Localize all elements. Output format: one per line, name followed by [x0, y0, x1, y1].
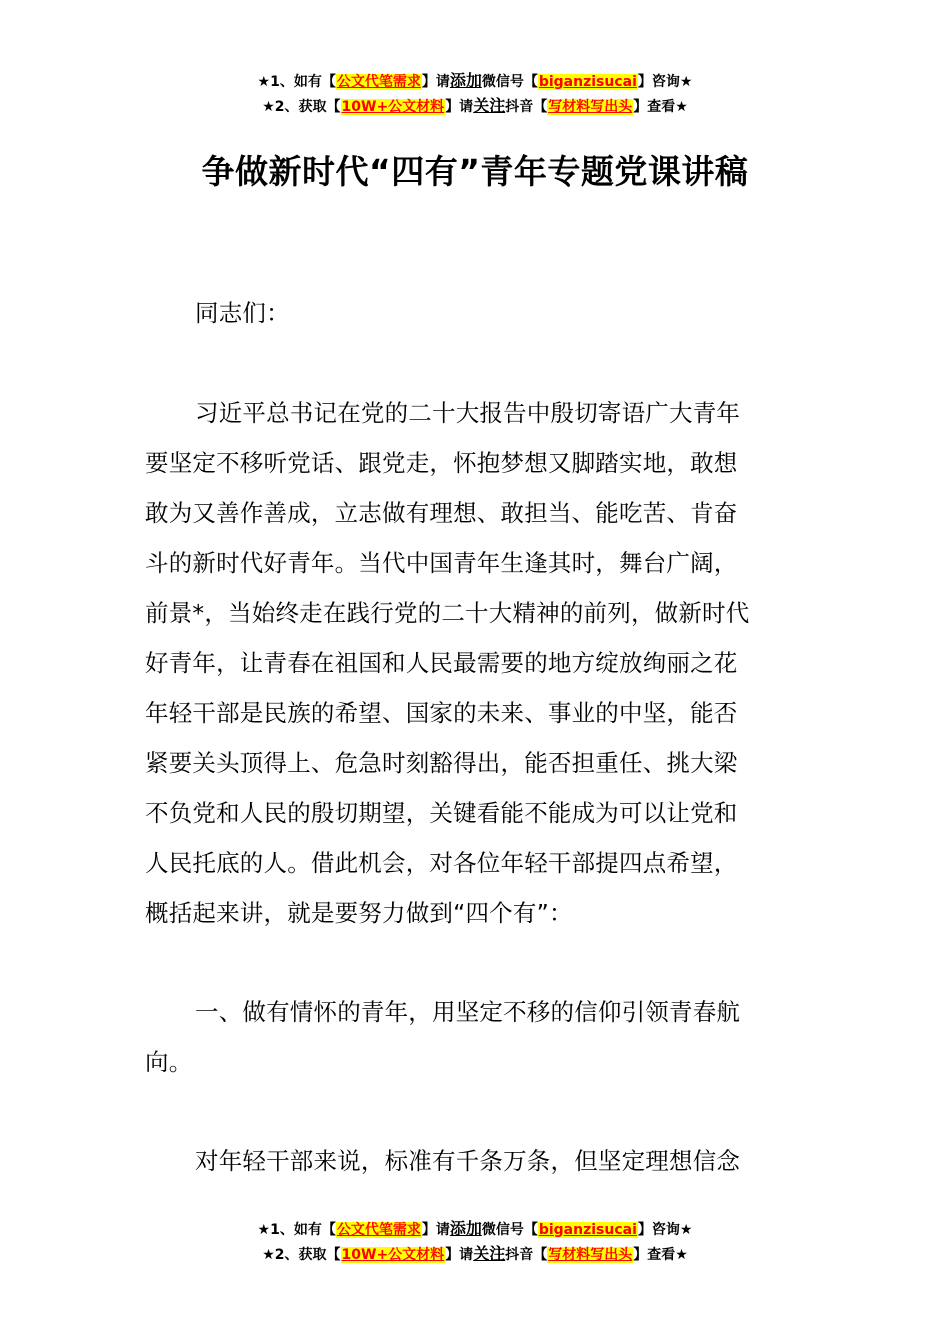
greeting-paragraph	[145, 288, 807, 338]
ad-text: 】请	[421, 1222, 450, 1238]
ad-text: 】请	[445, 1247, 474, 1263]
header-ad-banner	[0, 69, 950, 119]
ad-text: 微信号【	[481, 1222, 538, 1238]
intro-paragraph	[145, 388, 807, 938]
ad-emphasis: 关注	[473, 96, 506, 115]
ad-highlight-wechat-id: biganzisucai	[538, 1222, 637, 1238]
text-line: 年轻干部是民族的希望、国家的未来、事业的中坚，能否	[145, 699, 738, 727]
text-line: 斗的新时代好青年。当代中国青年生逢其时，舞台广阔，	[145, 549, 738, 577]
text-line: 前景*，当始终走在践行党的二十大精神的前列，做新时代	[145, 599, 750, 627]
text-line: 习近平总书记在党的二十大报告中殷切寄语广大青年	[195, 399, 741, 427]
text-line: 概括起来讲，就是要努力做到“四个有”：	[145, 899, 573, 927]
ad-highlight-materials: 10W+公文材料	[341, 99, 445, 115]
ad-emphasis: 添加	[449, 1219, 482, 1238]
ad-text: 抖音【	[505, 1247, 548, 1263]
text-line: 好青年，让青春在祖国和人民最需要的地方绽放绚丽之花	[145, 649, 738, 677]
ad-line-2	[0, 94, 950, 119]
ad-highlight-wechat-id: biganzisucai	[538, 74, 637, 90]
section-heading-1	[145, 987, 807, 1087]
ad-text: 】咨询★	[637, 74, 693, 90]
text-line: 敢为又善作善成，立志做有理想、敢担当、能吃苦、肯奋	[145, 499, 738, 527]
heading-line: 向。	[145, 1048, 193, 1076]
ad-text: ★1、如有【	[257, 74, 336, 90]
ad-highlight-douyin: 写材料写出头	[548, 99, 633, 115]
ad-line-1	[0, 69, 950, 94]
text-line: 紧要关头顶得上、危急时刻豁得出，能否担重任、挑大梁	[145, 749, 738, 777]
text-line: 对年轻干部来说，标准有千条万条，但坚定理想信念	[195, 1147, 741, 1175]
ad-text: 抖音【	[505, 99, 548, 115]
ad-emphasis: 关注	[473, 1244, 506, 1263]
ad-emphasis: 添加	[449, 71, 482, 90]
ad-line-2	[0, 1242, 950, 1267]
ad-text: 】咨询★	[637, 1222, 693, 1238]
footer-ad-banner	[0, 1217, 950, 1267]
text-line: 不负党和人民的殷切期望，关键看能不能成为可以让党和	[145, 799, 738, 827]
ad-text: 】请	[445, 99, 474, 115]
ad-highlight-materials: 10W+公文材料	[341, 1247, 445, 1263]
ad-text: ★1、如有【	[257, 1222, 336, 1238]
ad-text: 微信号【	[481, 74, 538, 90]
ad-text: 】查看★	[633, 99, 688, 115]
text-line: 要坚定不移听党话、跟党走，怀抱梦想又脚踏实地，敢想	[145, 449, 738, 477]
ad-text: 】查看★	[633, 1247, 688, 1263]
ad-text: ★2、获取【	[262, 1247, 341, 1263]
document-title: 争做新时代“四有”青年专题党课讲稿	[201, 152, 749, 191]
ad-text: 】请	[421, 74, 450, 90]
greeting-text: 同志们：	[195, 299, 290, 327]
ad-text: ★2、获取【	[262, 99, 341, 115]
ad-highlight-service: 公文代笔需求	[336, 1222, 421, 1238]
heading-line: 一、做有情怀的青年，用坚定不移的信仰引领青春航	[195, 998, 741, 1026]
text-line: 人民托底的人。借此机会，对各位年轻干部提四点希望，	[145, 849, 738, 877]
section-1-paragraph	[145, 1136, 807, 1186]
ad-line-1	[0, 1217, 950, 1242]
ad-highlight-service: 公文代笔需求	[336, 74, 421, 90]
ad-highlight-douyin: 写材料写出头	[548, 1247, 633, 1263]
